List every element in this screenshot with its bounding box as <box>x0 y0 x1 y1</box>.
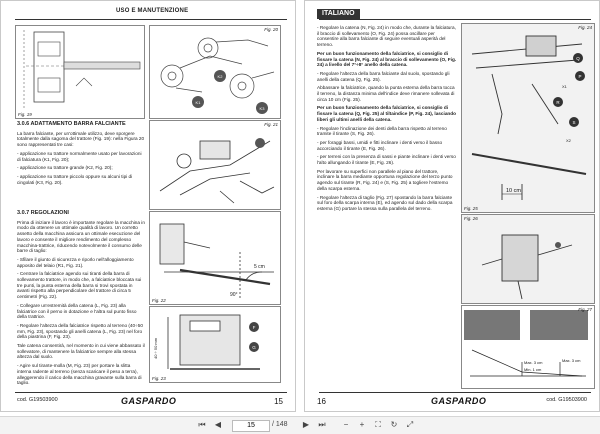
zoom-out-button[interactable] <box>340 419 352 431</box>
paragraph: - Regolare la catena (N, Fig. 24) in modo che, durante la falciatura, il braccio di sollevamento (O, Fig. 24) possa oscillare per consentire alla barra falciante di seguire eventuali asperità del terreno. <box>317 25 456 48</box>
fullscreen-button[interactable] <box>404 419 416 431</box>
figure-27-max-left: Max. 3 cm <box>524 360 543 365</box>
paragraph: Tale catena consentirà, nel momento in cui viene abbassato il sollevatore, di mantenere la falciatrice sempre alla stessa altezza dal suolo. <box>17 343 145 360</box>
figure-20-label-k3: K3 <box>259 106 265 111</box>
figure-22-drawing <box>150 212 280 304</box>
last-page-icon: ⏭ <box>318 420 326 429</box>
last-page-button[interactable] <box>316 419 328 431</box>
figure-24-label-s: S <box>572 120 576 125</box>
paragraph: - per foraggi bassi, umidi e fitti inclinare i denti verso il basso accorciando il tirante (E, Fig. 26). <box>317 139 443 151</box>
paragraph: - Regolare l'altezza della falciatrice rispetto al terreno (40÷50 mm, Fig. 23), spostando gli anelli catena (L, Fig. 23) nel foro della piastrina (F, Fig. 23). <box>17 322 143 340</box>
figure-19-label: Fig. 19 <box>18 112 32 117</box>
figure-20-label-k2: K2 <box>217 74 223 79</box>
figure-24-25 <box>461 23 595 213</box>
figure-23 <box>149 306 281 383</box>
figure-20 <box>149 25 281 119</box>
paragraph: - applicazione su trattore normalmente usato per lavorazioni di falciatura (K1, Fig. 20); <box>17 150 142 162</box>
language-badge: ITALIANO <box>317 9 360 19</box>
footer-code: cod. G19503900 <box>17 397 58 403</box>
figure-21 <box>149 120 281 210</box>
page-number: 16 <box>317 397 326 406</box>
next-page-button[interactable] <box>300 419 312 431</box>
figure-27-label: Fig. 27 <box>578 307 592 312</box>
paragraph: - Centrare la falciatrice agendo sui tiranti della barra di sollevamento trattore, in modo che, a falciatrice bloccata sui tre punti, la punta esterna della barra si trovi spostata in avanti rispetto alla perpendicolare del trattore di circa 5 centimetri (Fig. 22). <box>17 271 142 300</box>
figure-19 <box>15 25 145 119</box>
figure-22-angle: 90° <box>230 292 238 298</box>
fullscreen-icon: ⤢ <box>406 420 414 429</box>
brand-logo: GASPARDO <box>121 396 177 406</box>
left-page <box>0 0 296 412</box>
figure-24-label-x2: X2 <box>566 138 571 143</box>
figure-22-label: Fig. 22 <box>152 298 166 303</box>
total-pages: / 148 <box>272 421 288 428</box>
section-307-title: 3.0.7 REGOLAZIONI <box>17 210 69 216</box>
figure-26-label: Fig. 26 <box>464 216 478 221</box>
figure-27-drawing <box>462 306 594 388</box>
figure-26 <box>461 214 595 304</box>
first-page-button[interactable] <box>196 419 208 431</box>
figure-27-min: Min. 1 cm <box>524 367 542 372</box>
header-rule <box>15 19 287 20</box>
figure-25-dimension: 10 cm <box>506 188 521 194</box>
zoom-out-icon: − <box>343 420 349 429</box>
figure-22-dimension: 5 cm <box>254 264 265 270</box>
paragraph: - Regolare l'altezza di taglio (Fig. 27) spostando la barra falciante sul foro della scarpa interna (E), ed agendo sul dado della scarpa esterna (G) portare la stessa sulla parallela del terreno. <box>317 194 453 211</box>
page-header: USO E MANUTENZIONE <box>116 8 189 14</box>
figure-27-max-right: Max. 3 cm <box>562 358 581 363</box>
section-306-title: 3.0.6 ADATTAMENTO BARRA FALCIANTE <box>17 121 126 127</box>
first-page-icon: ⏮ <box>198 420 206 429</box>
figure-24-label-p: P <box>578 74 582 79</box>
paragraph: Prima di iniziare il lavoro è importante regolare la macchina in modo da ottenere un ottimale qualità di lavoro. Un corretto assetto della macchina assicura un ottimale esecuzione del lavoro e consente il migliore rendimento del complesso macchina-trattrice, riducendo notevolmente il consumo delle barre di taglio: <box>17 219 145 254</box>
figure-23-label-g: G <box>252 345 256 350</box>
paragraph: - Regolare l'altezza della barra falciante dal suolo, spostando gli anelli della catena (Q, Fig. 25). <box>317 70 450 82</box>
paragraph: - applicazione su trattore piccolo oppure su alcuni tipi di cingolati (K3, Fig. 20). <box>17 173 133 185</box>
figure-23-label: Fig. 23 <box>152 376 166 381</box>
rotate-button[interactable] <box>388 419 400 431</box>
figure-24-label-x1: X1 <box>562 84 567 89</box>
page-number-input[interactable]: 15 <box>232 420 270 432</box>
fit-page-button[interactable] <box>372 419 384 431</box>
figure-25-label: Fig. 25 <box>464 206 478 211</box>
figure-23-dimension: 40 ÷ 50 mm <box>153 337 158 359</box>
figure-24-label-r: R <box>556 100 560 105</box>
next-page-icon: ▶ <box>302 420 310 429</box>
figure-21-label: Fig. 21 <box>264 122 278 127</box>
figure-21-drawing <box>150 121 280 209</box>
right-page <box>304 0 600 412</box>
paragraph: - Regolare l'inclinazione dei denti della barra rispetto al terreno tramite il tirante (S, Fig. 26). <box>317 125 447 137</box>
footer-code: cod. G19503900 <box>546 397 587 403</box>
figure-20-label: Fig. 20 <box>264 27 278 32</box>
figure-22 <box>149 211 281 305</box>
paragraph: Per un buon funzionamento della falciatrice, si consiglio di fissare la catena (Q, Fig. 25) al tiltaindice (P, Fig. 24), lasciando liberi gli ultimi anelli della catena. <box>317 105 457 122</box>
viewer-toolbar <box>0 416 600 434</box>
header-rule <box>319 19 591 20</box>
figure-26-drawing <box>462 215 594 303</box>
section-307 <box>17 211 145 389</box>
brand-logo: GASPARDO <box>431 396 487 406</box>
text-column <box>317 25 457 215</box>
fit-page-icon: ⛶ <box>375 420 381 429</box>
figure-27 <box>461 305 595 389</box>
footer-rule <box>319 392 591 393</box>
rotate-icon: ↻ <box>390 420 398 429</box>
paragraph: - Collegare un'estremità della catena (L, Fig. 23) alla falciatrice con il perno in dotazione e l'altra sul punto fisso della trattrice. <box>17 302 137 320</box>
figure-23-label-f: F <box>252 325 256 330</box>
paragraph: Per un buon funzionamento della falciatrice, si consiglio di fissare la catena (N, Fig. 24) al braccio di sollevamento (O, Fig. 24) a livello del 7°÷8° anello della catena. <box>317 50 457 68</box>
paragraph: - Agire sul tirante-molla (M, Fig. 23) per portare la slitta interna radente al terreno (senza scaricare il peso a terra), alleggerendo il carico della macchina gravante sulla barra di taglio. <box>17 363 142 386</box>
figure-20-drawing <box>150 26 280 118</box>
previous-page-button[interactable] <box>212 419 224 431</box>
paragraph: Abbassare la falciatrice, quando la punta esterna della barra tocca il terreno, la distanza minima dell'indice deve rimanere sollevata di circa 10 cm (Fig. 25). <box>317 85 455 102</box>
zoom-in-button[interactable] <box>356 419 368 431</box>
zoom-in-icon: + <box>359 420 365 429</box>
figure-24-label: Fig. 24 <box>578 25 592 30</box>
footer-rule <box>15 392 287 393</box>
previous-page-icon: ◀ <box>214 420 222 429</box>
paragraph: Per lavorare su superfici non parallele al piano del trattore, inclinare la barra mediante opportuna regolazione del terzo punto agendo sul tirante (R, Fig. 24) e (S, Fig. 25) a togliere l'estremo della scarpa esterna. <box>317 168 453 191</box>
section-306 <box>17 122 145 188</box>
figure-20-label-k1: K1 <box>195 100 201 105</box>
paragraph: - per terreni con la presenza di sassi e piante inclinare i denti verso l'alto allungando il tirante (E, Fig. 26). <box>317 154 456 166</box>
figure-24-25-drawing <box>462 24 594 212</box>
paragraph: La barra falciante, per un'ottimale utilizzo, deve sporgere totalmente dalla sagoma del trattore (Fig. 19): nella Figura 20 sono rappresentati tre casi: <box>17 130 145 148</box>
paragraph: - applicazione su trattore grande (K2, Fig. 20); <box>17 165 113 171</box>
paragraph: - Sfilare il giunto di sicurezza e riporlo nell'alloggiamento apposito del telaio (R1, Fig. 21). <box>17 256 134 268</box>
page-number: 15 <box>274 397 283 406</box>
figure-19-drawing <box>16 26 144 118</box>
figure-24-label-q: Q <box>576 56 580 61</box>
figure-23-drawing <box>150 307 280 382</box>
